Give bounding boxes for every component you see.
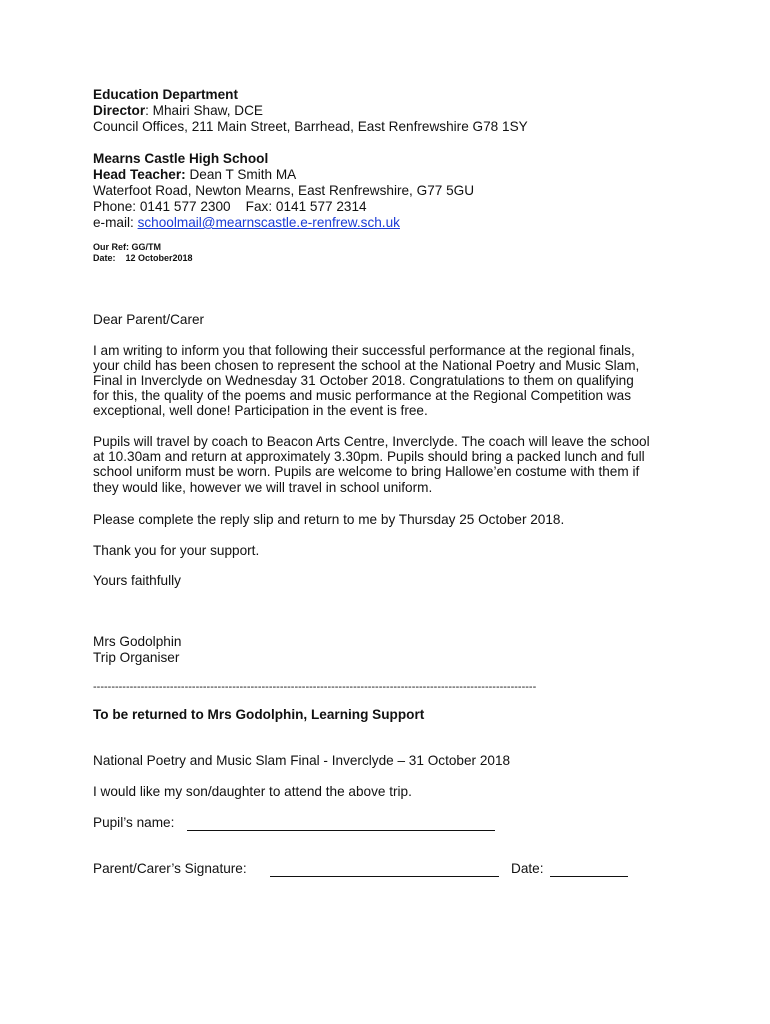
thanks: Thank you for your support. [93,543,260,558]
school-address: Waterfoot Road, Newton Mearns, East Renfrewshire, G77 5GU [93,183,475,198]
email-line [93,215,400,231]
head-teacher-line [93,167,296,183]
email-label: e-mail: [93,215,138,230]
signatory-name: Mrs Godolphin [93,634,182,649]
head-teacher-value: Dean T Smith MA [185,167,297,182]
para2-line: at 10.30am and return at approximately 3.30pm. Pupils should bring a packed lunch and full [93,449,645,464]
director-line [93,103,263,119]
education-address: Council Offices, 211 Main Street, Barrhead, East Renfrewshire G78 1SY [93,119,528,134]
signature-label: Parent/Carer’s Signature: [93,861,247,876]
signature-field[interactable] [270,862,499,877]
our-ref: Our Ref: GG/TM [93,242,161,252]
ref-date: Date: 12 October2018 [93,253,193,263]
cut-line-divider: ------------------------------------------------------------------------------------------------------------------------- [93,681,537,693]
education-heading: Education Department [93,87,239,102]
para1-line: exceptional, well done! Participation in the event is free. [93,403,428,418]
para1-line: for this, the quality of the poems and music performance at the Regional Competition was [93,388,631,403]
date-label: Date: [511,861,544,876]
salutation: Dear Parent/Carer [93,312,205,327]
email-link[interactable]: schoolmail@mearnscastle.e-renfrew.sch.uk [137,215,400,230]
para1-line: your child has been chosen to represent the school at the National Poetry and Music Slam, [93,358,640,373]
pupil-name-row [93,815,174,831]
signatory-role: Trip Organiser [93,650,180,665]
director-value: : Mhairi Shaw, DCE [145,103,263,118]
para1-line: Final in Inverclyde on Wednesday 31 October 2018. Congratulations to them on qualifying [93,373,634,388]
para1-line: I am writing to inform you that following their successful performance at the regional finals, [93,343,635,358]
reply-instruction: Please complete the reply slip and return to me by Thursday 25 October 2018. [93,512,565,527]
pupil-name-label: Pupil’s name: [93,815,175,830]
director-label: Director [93,103,146,118]
date-field[interactable] [550,862,628,877]
closing: Yours faithfully [93,573,181,588]
pupil-name-field[interactable] [187,816,495,831]
para2-line: school uniform must be worn. Pupils are welcome to bring Hallowe’en costume with them if [93,464,640,479]
slip-heading: To be returned to Mrs Godolphin, Learning Support [93,707,425,722]
para2-line: Pupils will travel by coach to Beacon Arts Centre, Inverclyde. The coach will leave the school [93,434,650,449]
phone-fax: Phone: 0141 577 2300 Fax: 0141 577 2314 [93,199,367,214]
school-name: Mearns Castle High School [93,151,269,166]
slip-consent: I would like my son/daughter to attend the above trip. [93,784,412,799]
para2-line: they would like, however we will travel in school uniform. [93,480,433,495]
head-teacher-label: Head Teacher: [93,167,186,182]
slip-event: National Poetry and Music Slam Final - Inverclyde – 31 October 2018 [93,753,511,768]
